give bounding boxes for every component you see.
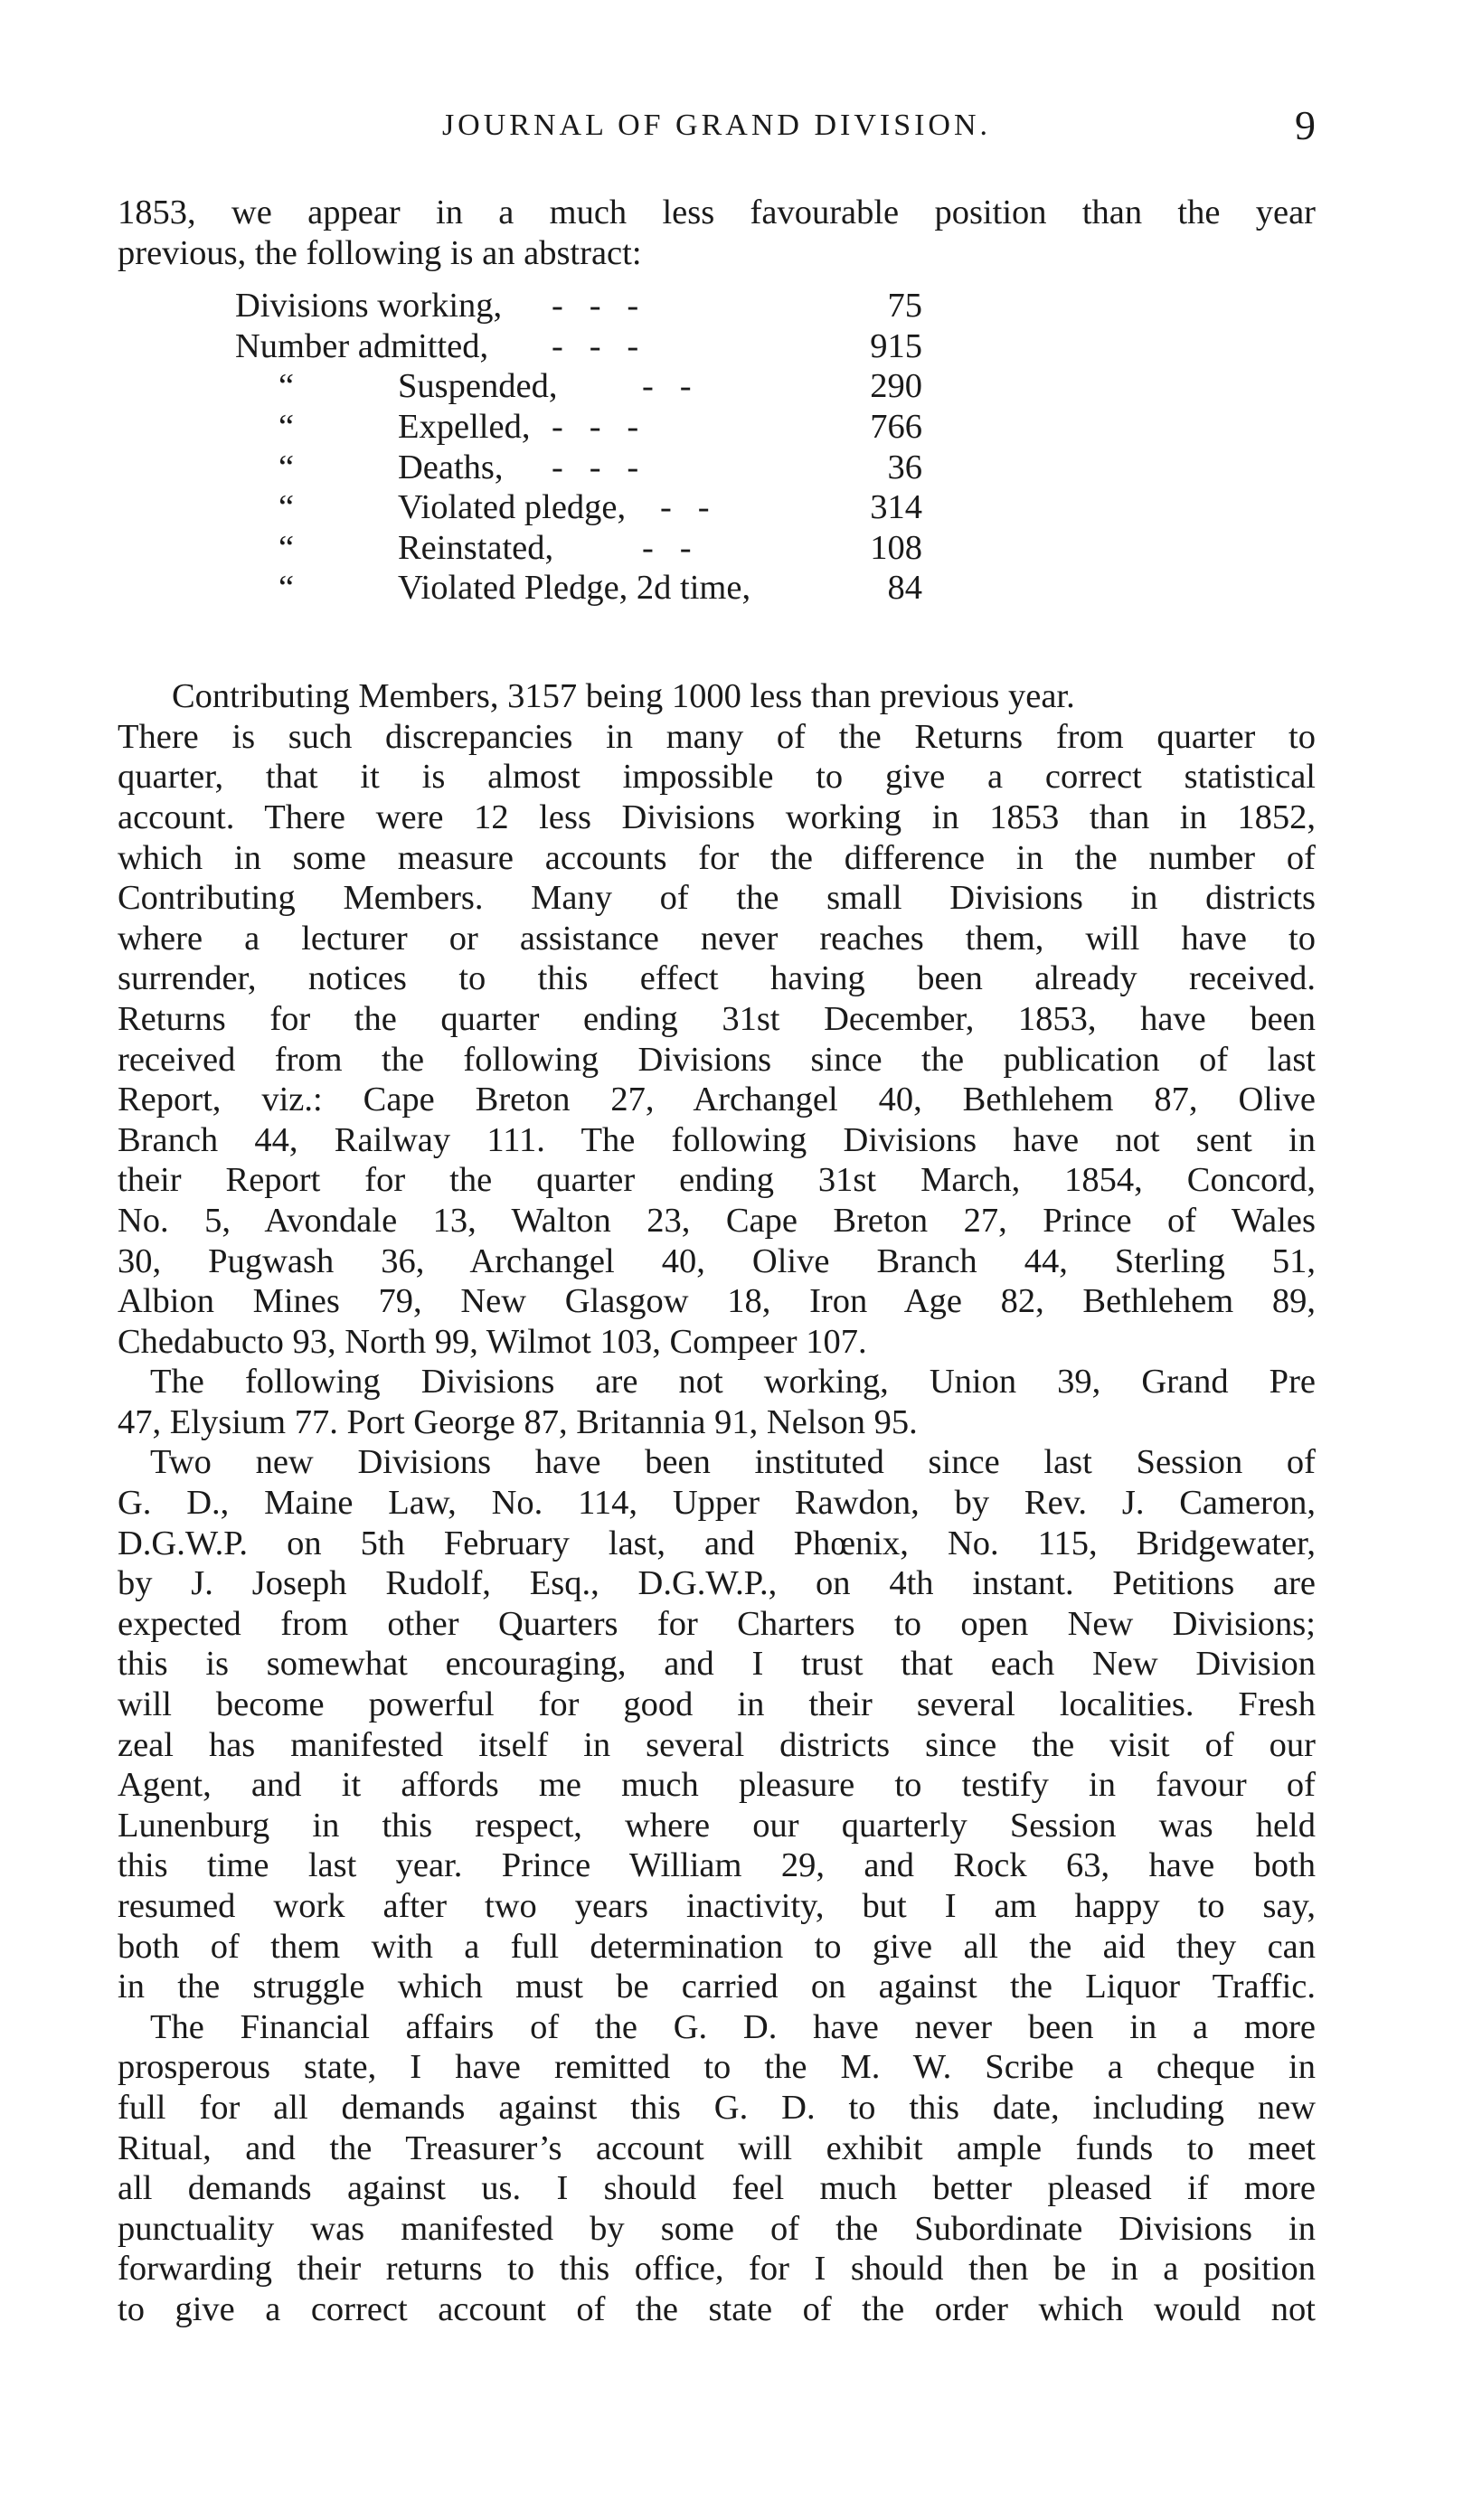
text-line: 30, Pugwash 36, Archangel 40, Olive Branch 44, Sterling 51,	[118, 1241, 1316, 1280]
text-line: both of them with a full determination to give all the aid they can	[118, 1927, 1316, 1966]
text-line: Report, viz.: Cape Breton 27, Archangel 40, Bethlehem 87, Olive	[118, 1081, 1316, 1119]
abstract-value: 314	[870, 488, 922, 527]
abstract-label: Deaths,	[398, 448, 504, 486]
text-line: expected from other Quarters for Charters to open New Divisions;	[118, 1604, 1316, 1643]
intro	[118, 193, 1316, 273]
ditto-mark: “	[278, 407, 295, 446]
text-line: where a lecturer or assistance never reaches them, will have to	[118, 919, 1316, 958]
text-line: G. D., Maine Law, No. 114, Upper Rawdon, by Rev. J. Cameron,	[118, 1484, 1316, 1523]
text-line: Agent, and it affords me much pleasure to testify in favour of	[118, 1766, 1316, 1805]
page-header	[118, 101, 1316, 156]
statistics-abstract	[118, 273, 1316, 676]
ditto-mark: “	[278, 448, 295, 486]
abstract-row	[118, 326, 922, 367]
text-line: forwarding their returns to this office, for I should then be in a position	[118, 2250, 1316, 2289]
abstract-row	[118, 448, 922, 488]
page-number: 9	[1295, 102, 1316, 148]
text-line: Returns for the quarter ending 31st December, 1853, have been	[118, 999, 1316, 1038]
abstract-value: 766	[870, 407, 922, 446]
ditto-mark: “	[278, 488, 295, 527]
leader-dashes: - -	[642, 367, 692, 406]
text-line: account. There were 12 less Divisions working in 1853 than in 1852,	[118, 798, 1316, 836]
leader-dashes: - - -	[552, 287, 639, 326]
text-line: will become powerful for good in their several localities. Fresh	[118, 1685, 1316, 1724]
text-line: this time last year. Prince William 29, and Rock 63, have both	[118, 1846, 1316, 1885]
text-line: Albion Mines 79, New Glasgow 18, Iron Age 82, Bethlehem 89,	[118, 1282, 1316, 1321]
text-line: prosperous state, I have remitted to the M. W. Scribe a cheque in	[118, 2048, 1316, 2087]
leader-dashes: - - -	[552, 448, 639, 486]
text-line: surrender, notices to this effect having been already received.	[118, 959, 1316, 998]
text-line: zeal has manifested itself in several districts since the visit of our	[118, 1725, 1316, 1764]
text-line: 1853, we appear in a much less favourable position than the year	[118, 193, 1316, 231]
paragraph-financial	[118, 2007, 1316, 2330]
text-line: this is somewhat encouraging, and I trust that each New Division	[118, 1645, 1316, 1684]
abstract-value: 75	[887, 287, 922, 326]
abstract-label: Expelled,	[398, 407, 531, 446]
text-line: received from the following Divisions since the publication of last	[118, 1040, 1316, 1079]
leader-dashes: - -	[642, 528, 692, 567]
text-line: previous, the following is an abstract:	[118, 233, 642, 272]
leader-dashes: - - -	[552, 407, 639, 446]
leader-dashes: - -	[660, 488, 710, 527]
abstract-value: 36	[887, 448, 922, 486]
abstract-label: Violated pledge,	[398, 488, 627, 527]
text-line: resumed work after two years inactivity, but I am happy to say,	[118, 1887, 1316, 1925]
abstract-label: Violated Pledge, 2d time,	[398, 569, 751, 608]
ditto-mark: “	[278, 569, 295, 608]
text-line: Ritual, and the Treasurer’s account will exhibit ample funds to meet	[118, 2128, 1316, 2167]
text-line: Two new Divisions have been instituted since last Session of	[150, 1443, 1316, 1482]
text-line: Branch 44, Railway 111. The following Divisions have not sent in	[118, 1120, 1316, 1159]
ditto-mark: “	[278, 528, 295, 567]
body-text	[118, 193, 1316, 2330]
text-line: There is such discrepancies in many of the Returns from quarter to	[118, 717, 1316, 756]
text-line: The Financial affairs of the G. D. have never been in a more	[150, 2007, 1316, 2046]
abstract-label: Number admitted,	[235, 326, 489, 365]
text-line: punctuality was manifested by some of the Subordinate Divisions in	[118, 2209, 1316, 2248]
abstract-row	[118, 528, 922, 569]
text-line: which in some measure accounts for the difference in the number of	[118, 838, 1316, 877]
text-line: Chedabucto 93, North 99, Wilmot 103, Compeer 107.	[118, 1322, 867, 1361]
paragraph-returns	[118, 717, 1316, 1363]
ditto-mark: “	[278, 367, 295, 406]
text-line: all demands against us. I should feel much better pleased if more	[118, 2169, 1316, 2208]
abstract-row	[118, 366, 922, 407]
text-line: quarter, that it is almost impossible to give a correct statistical	[118, 758, 1316, 797]
abstract-label: Reinstated,	[398, 528, 554, 567]
text-line: full for all demands against this G. D. to this date, including new	[118, 2088, 1316, 2127]
text-line: to give a correct account of the state of the order which would not	[118, 2289, 1316, 2328]
abstract-value: 290	[870, 367, 922, 406]
abstract-row	[118, 286, 922, 326]
abstract-row	[118, 407, 922, 448]
text-line: No. 5, Avondale 13, Walton 23, Cape Breton 27, Prince of Wales	[118, 1201, 1316, 1240]
abstract-label: Suspended,	[398, 367, 558, 406]
text-line: 47, Elysium 77. Port George 87, Britannia 91, Nelson 95.	[118, 1402, 918, 1441]
leader-dashes: - - -	[552, 326, 639, 365]
abstract-value: 84	[887, 569, 922, 608]
text-line: Lunenburg in this respect, where our quarterly Session was held	[118, 1806, 1316, 1845]
text-line: by J. Joseph Rudolf, Esq., D.G.W.P., on 4th instant. Petitions are	[118, 1564, 1316, 1603]
paragraph-not-working	[118, 1362, 1316, 1442]
abstract-label: Divisions working,	[235, 287, 503, 326]
abstract-row	[118, 568, 922, 609]
text-line: D.G.W.P. on 5th February last, and Phœnix, No. 115, Bridgewater,	[118, 1524, 1316, 1562]
paragraph-new-divisions	[118, 1442, 1316, 2006]
text-line: Contributing Members. Many of the small Divisions in districts	[118, 879, 1316, 918]
abstract-value: 915	[870, 326, 922, 365]
abstract-value: 108	[870, 528, 922, 567]
text-line: in the struggle which must be carried on against the Liquor Traffic.	[118, 1968, 1316, 2006]
running-title: JOURNAL OF GRAND DIVISION.	[441, 109, 992, 142]
abstract-row	[118, 487, 922, 528]
contributing-members-line: Contributing Members, 3157 being 1000 less than previous year.	[172, 677, 1075, 716]
text-line: The following Divisions are not working, Union 39, Grand Pre	[150, 1363, 1316, 1402]
text-line: their Report for the quarter ending 31st March, 1854, Concord,	[118, 1161, 1316, 1200]
